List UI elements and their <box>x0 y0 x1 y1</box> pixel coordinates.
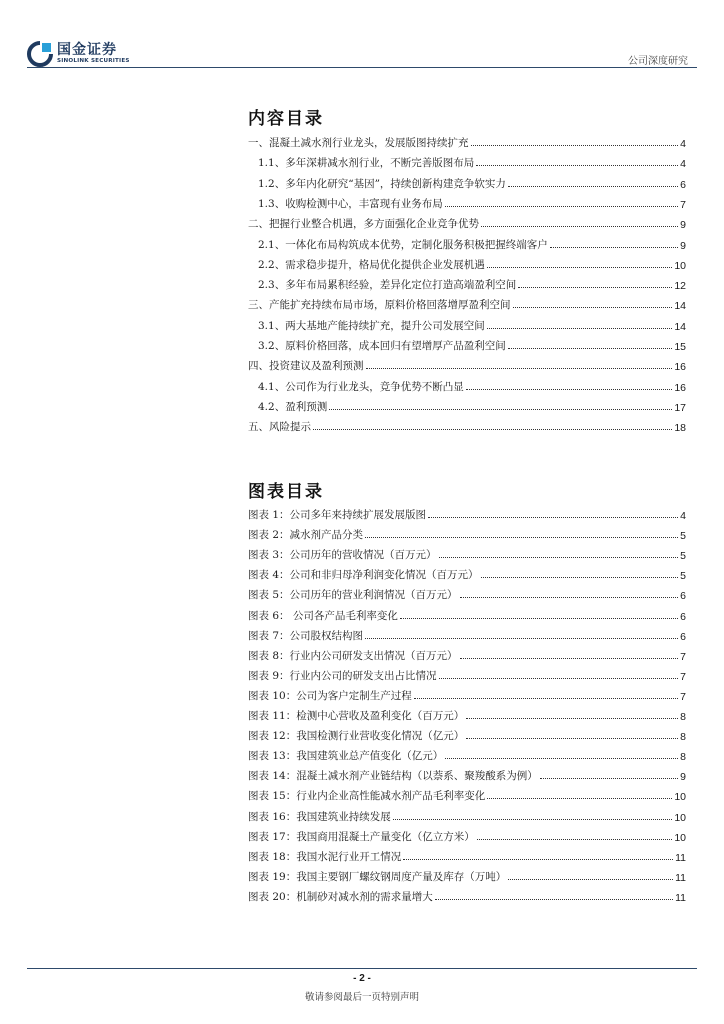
toc-entry[interactable] <box>248 234 686 252</box>
entry-label: 图表 11：检测中心营收及盈利变化（百万元） <box>248 710 465 722</box>
toc-entry[interactable] <box>248 193 686 211</box>
dot-leader <box>445 757 678 759</box>
figure-entry[interactable] <box>248 665 686 683</box>
figure-entry[interactable] <box>248 866 686 884</box>
header-divider <box>27 67 697 68</box>
toc-entry[interactable] <box>248 274 686 292</box>
dot-leader <box>513 306 673 308</box>
dot-leader <box>466 717 678 719</box>
entry-label: 图表 4：公司和非归母净利润变化情况（百万元） <box>248 569 479 582</box>
entry-page-number: 14 <box>674 300 686 313</box>
figure-entry[interactable] <box>248 605 686 623</box>
entry-label: 四、投资建议及盈利预测 <box>248 360 364 373</box>
dot-leader <box>414 697 678 699</box>
dot-leader <box>366 367 673 369</box>
entry-page-number: 6 <box>680 630 686 643</box>
toc-title: 内容目录 <box>248 109 324 129</box>
entry-page-number: 5 <box>680 570 686 583</box>
entry-label: 三、产能扩充持续布局市场，原料价格回落增厚盈利空间 <box>248 299 511 312</box>
entry-label: 图表 8：行业内公司研发支出情况（百万元） <box>248 649 458 662</box>
toc-entry[interactable] <box>248 132 686 150</box>
toc-entry[interactable] <box>248 396 686 414</box>
entry-page-number: 7 <box>680 650 686 663</box>
dot-leader <box>540 777 678 779</box>
dot-leader <box>481 576 679 578</box>
figure-entry[interactable] <box>248 544 686 562</box>
dot-leader <box>466 388 673 390</box>
dot-leader <box>329 408 672 410</box>
entry-page-number: 11 <box>675 891 686 904</box>
toc-entry[interactable] <box>248 355 686 373</box>
entry-label: 图表 17：我国商用混凝土产量变化（亿立方米） <box>248 830 475 843</box>
entry-page-number: 6 <box>680 590 686 603</box>
entry-page-number: 6 <box>680 178 686 191</box>
toc-entry[interactable] <box>248 315 686 333</box>
entry-page-number: 9 <box>680 219 686 232</box>
entry-page-number: 15 <box>674 341 686 353</box>
entry-label: 2.2、需求稳步提升，格局优化提供企业发展机遇 <box>258 258 485 271</box>
entry-page-number: 5 <box>680 530 686 543</box>
entry-page-number: 12 <box>674 280 686 293</box>
entry-page-number: 17 <box>674 401 686 414</box>
figure-entry[interactable] <box>248 564 686 582</box>
entry-label: 图表 3：公司历年的营收情况（百万元） <box>248 549 437 562</box>
dot-leader <box>365 536 678 538</box>
entry-label: 图表 19：我国主要钢厂螺纹钢周度产量及库存（万吨） <box>248 870 507 883</box>
entry-label: 图表 6： 公司各产品毛利率变化 <box>248 609 398 622</box>
entry-page-number: 16 <box>674 361 686 374</box>
entry-label: 4.1、公司作为行业龙头，竞争优势不断凸显 <box>258 380 464 393</box>
dot-leader <box>439 677 679 679</box>
entry-page-number: 10 <box>674 831 686 844</box>
dot-leader <box>508 185 678 187</box>
entry-label: 五、风险提示 <box>248 421 311 434</box>
entry-page-number: 5 <box>680 550 686 563</box>
figures-title: 图表目录 <box>248 482 324 502</box>
figure-entry[interactable] <box>248 785 686 803</box>
entry-page-number: 7 <box>680 670 686 683</box>
entry-page-number: 11 <box>675 871 686 884</box>
dot-leader <box>477 838 673 840</box>
entry-page-number: 4 <box>680 158 686 171</box>
entry-page-number: 9 <box>680 239 686 252</box>
entry-label: 图表 13：我国建筑业总产值变化（亿元） <box>248 750 444 763</box>
toc-entry[interactable] <box>248 376 686 394</box>
entry-label: 图表 14：混凝土减水剂产业链结构（以萘系、聚羧酸系为例） <box>248 770 538 783</box>
dot-leader <box>460 596 679 598</box>
dot-leader <box>428 516 678 518</box>
figure-entry[interactable] <box>248 806 686 824</box>
toc-entry[interactable] <box>248 152 686 170</box>
toc-entry[interactable] <box>248 335 686 353</box>
toc-entry[interactable] <box>248 254 686 272</box>
figure-entry[interactable] <box>248 584 686 602</box>
entry-label: 3.1、两大基地产能持续扩充，提升公司发展空间 <box>258 319 485 332</box>
entry-page-number: 9 <box>680 771 686 784</box>
entry-label: 二、把握行业整合机遇，多方面强化企业竞争优势 <box>248 218 479 231</box>
entry-page-number: 14 <box>674 320 686 333</box>
logo-chinese-name: 国金证券 <box>57 42 117 59</box>
footer-divider <box>27 968 697 969</box>
disclaimer-note: 敬请参阅最后一页特别声明 <box>304 992 419 1003</box>
entry-label: 3.2、原料价格回落，成本回归有望增厚产品盈利空间 <box>258 340 506 352</box>
sinolink-logo-icon <box>27 41 53 67</box>
dot-leader <box>439 556 679 558</box>
dot-leader <box>403 858 673 860</box>
dot-leader <box>481 225 678 227</box>
figure-entry[interactable] <box>248 725 686 743</box>
entry-label: 图表 10：公司为客户定制生产过程 <box>248 689 412 702</box>
entry-label: 图表 16：我国建筑业持续发展 <box>248 810 391 823</box>
toc-entry[interactable] <box>248 416 686 434</box>
entry-label: 图表 9：行业内公司的研发支出占比情况 <box>248 669 437 682</box>
entry-page-number: 4 <box>680 510 686 522</box>
figure-entry[interactable] <box>248 685 686 703</box>
logo-english-name: SINOLINK SECURITIES <box>57 58 130 65</box>
entry-page-number: 11 <box>675 851 686 864</box>
dot-leader <box>460 657 679 659</box>
entry-page-number: 10 <box>674 791 686 804</box>
entry-page-number: 7 <box>680 690 686 703</box>
entry-label: 一、混凝土减水剂行业龙头，发展版图持续扩充 <box>248 137 469 149</box>
entry-label: 图表 2：减水剂产品分类 <box>248 529 364 542</box>
entry-page-number: 8 <box>680 751 686 764</box>
figure-entry[interactable] <box>248 705 686 723</box>
entry-label: 4.2、盈利预测 <box>258 400 328 413</box>
dot-leader <box>487 797 672 799</box>
figure-entry[interactable] <box>248 745 686 763</box>
entry-label: 图表 20：机制砂对减水剂的需求量增大 <box>248 890 433 903</box>
entry-label: 2.1、一体化布局构筑成本优势，定制化服务积极把握终端客户 <box>258 238 548 251</box>
entry-page-number: 16 <box>674 381 686 394</box>
toc-entry[interactable] <box>248 213 686 231</box>
dot-leader <box>518 286 672 288</box>
figure-entry[interactable] <box>248 524 686 542</box>
entry-label: 2.3、多年布局累积经验，差异化定位打造高端盈利空间 <box>258 279 517 292</box>
figure-entry[interactable] <box>248 765 686 783</box>
entry-page-number: 7 <box>680 198 686 211</box>
entry-label: 图表 1：公司多年来持续扩展发展版图 <box>248 509 427 521</box>
dot-leader <box>400 617 678 619</box>
dot-leader <box>487 266 673 268</box>
figure-entry[interactable] <box>248 826 686 844</box>
entry-label: 图表 15：行业内企业高性能减水剂产品毛利率变化 <box>248 790 486 803</box>
toc-entry[interactable] <box>248 173 686 191</box>
company-logo <box>27 41 130 67</box>
dot-leader <box>445 205 678 207</box>
dot-leader <box>508 878 673 880</box>
entry-page-number: 18 <box>674 422 686 435</box>
page-header <box>0 0 724 70</box>
figure-entry[interactable] <box>248 846 686 864</box>
entry-label: 1.2、多年内化研究“基因”，持续创新构建竞争软实力 <box>258 177 506 190</box>
dot-leader <box>550 246 678 248</box>
entry-page-number: 4 <box>680 138 686 150</box>
entry-label: 图表 18：我国水泥行业开工情况 <box>248 850 402 863</box>
dot-leader <box>487 327 673 329</box>
entry-label: 1.1、多年深耕减水剂行业，不断完善版图布局 <box>258 157 475 170</box>
entry-page-number: 8 <box>680 711 686 723</box>
figure-entry[interactable] <box>248 886 686 904</box>
dot-leader <box>313 428 672 430</box>
dot-leader <box>508 347 673 349</box>
dot-leader <box>365 637 678 639</box>
dot-leader <box>471 144 679 146</box>
dot-leader <box>476 164 678 166</box>
figure-entry[interactable] <box>248 645 686 663</box>
entry-label: 图表 7：公司股权结构图 <box>248 629 364 642</box>
dot-leader <box>435 898 673 900</box>
entry-label: 图表 12：我国检测行业营收变化情况（亿元） <box>248 730 465 743</box>
dot-leader <box>466 737 678 739</box>
entry-label: 1.3、收购检测中心，丰富现有业务布局 <box>258 197 443 210</box>
toc-entry[interactable] <box>248 294 686 312</box>
entry-page-number: 10 <box>674 811 686 824</box>
entry-label: 图表 5：公司历年的营业利润情况（百万元） <box>248 589 458 602</box>
document-type-label: 公司深度研究 <box>628 56 688 67</box>
entry-page-number: 8 <box>680 731 686 744</box>
entry-page-number: 6 <box>680 610 686 623</box>
figure-entry[interactable] <box>248 504 686 522</box>
entry-page-number: 10 <box>674 259 686 272</box>
figure-entry[interactable] <box>248 625 686 643</box>
page-number: - 2 - <box>353 973 371 984</box>
dot-leader <box>393 818 673 820</box>
